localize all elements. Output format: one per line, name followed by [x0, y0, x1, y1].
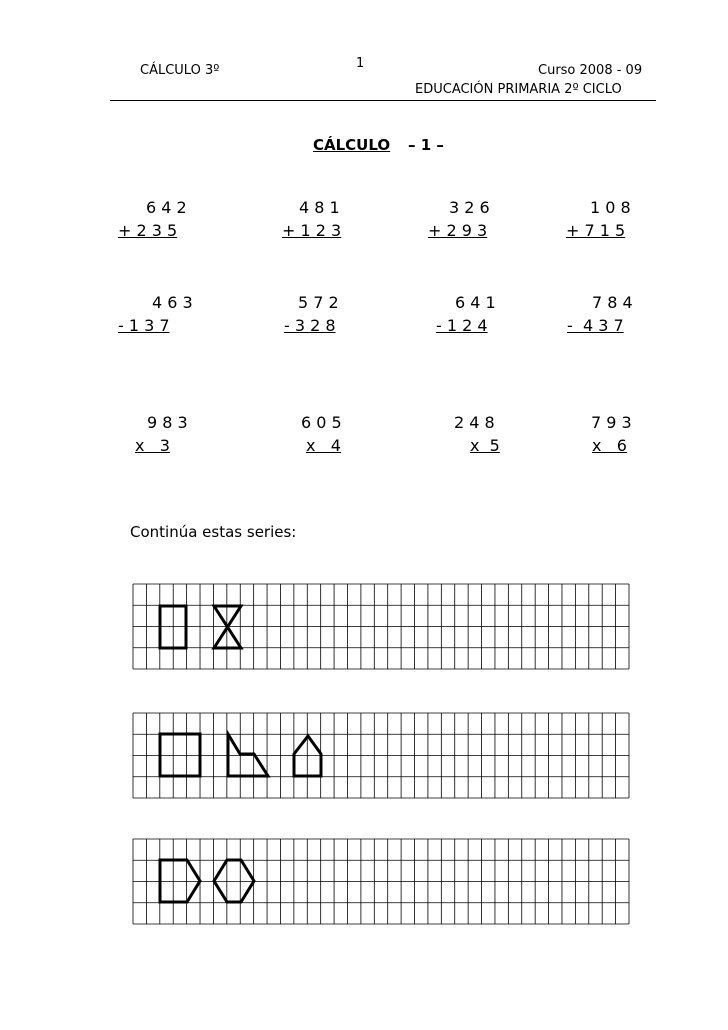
multiplication-2-top: 6 0 5	[301, 413, 342, 432]
series-1-shapes	[160, 606, 241, 648]
page-title-number: – 1 –	[408, 136, 444, 154]
multiplication-4-bottom: x 6	[592, 436, 627, 455]
header-level: EDUCACIÓN PRIMARIA 2º CICLO	[415, 82, 622, 97]
header-left: CÁLCULO 3º	[140, 63, 220, 78]
multiplication-1-bottom: x 3	[135, 436, 170, 455]
addition-2-top: 4 8 1	[299, 198, 340, 217]
addition-3-bottom: + 2 9 3	[428, 221, 488, 240]
subtraction-4-top: 7 8 4	[592, 293, 633, 312]
subtraction-3-bottom: - 1 2 4	[436, 316, 488, 335]
hexagon-shape	[214, 860, 254, 902]
series-3-grid	[133, 839, 629, 924]
subtraction-1-bottom: - 1 3 7	[118, 316, 170, 335]
addition-4-bottom: + 7 1 5	[566, 221, 626, 240]
multiplication-3-top: 2 4 8	[454, 413, 495, 432]
addition-1-top: 6 4 2	[146, 198, 187, 217]
hourglass-shape	[214, 606, 241, 648]
multiplication-2-bottom: x 4	[306, 436, 341, 455]
trapezoid-shape	[228, 734, 268, 776]
multiplication-1-top: 9 8 3	[147, 413, 188, 432]
header-course: Curso 2008 - 09	[538, 63, 643, 78]
page-title: CÁLCULO	[313, 136, 391, 154]
subtraction-3-top: 6 4 1	[455, 293, 496, 312]
multiplication-3-bottom: x 5	[470, 436, 500, 455]
subtraction-2-bottom: - 3 2 8	[284, 316, 336, 335]
multiplication-4-top: 7 9 3	[591, 413, 632, 432]
addition-1-bottom: + 2 3 5	[118, 221, 178, 240]
subtraction-4-bottom: - 4 3 7	[567, 316, 624, 335]
addition-3-top: 3 2 6	[449, 198, 490, 217]
series-2-grid	[133, 713, 629, 798]
subtraction-1-top: 4 6 3	[152, 293, 193, 312]
page-number: 1	[356, 56, 365, 71]
addition-4-top: 1 0 8	[590, 198, 631, 217]
pentagon-shape	[160, 860, 200, 902]
series-instruction: Continúa estas series:	[130, 523, 297, 541]
series-1-grid	[133, 584, 629, 669]
square-shape	[160, 734, 200, 776]
subtraction-2-top: 5 7 2	[298, 293, 339, 312]
addition-2-bottom: + 1 2 3	[282, 221, 342, 240]
